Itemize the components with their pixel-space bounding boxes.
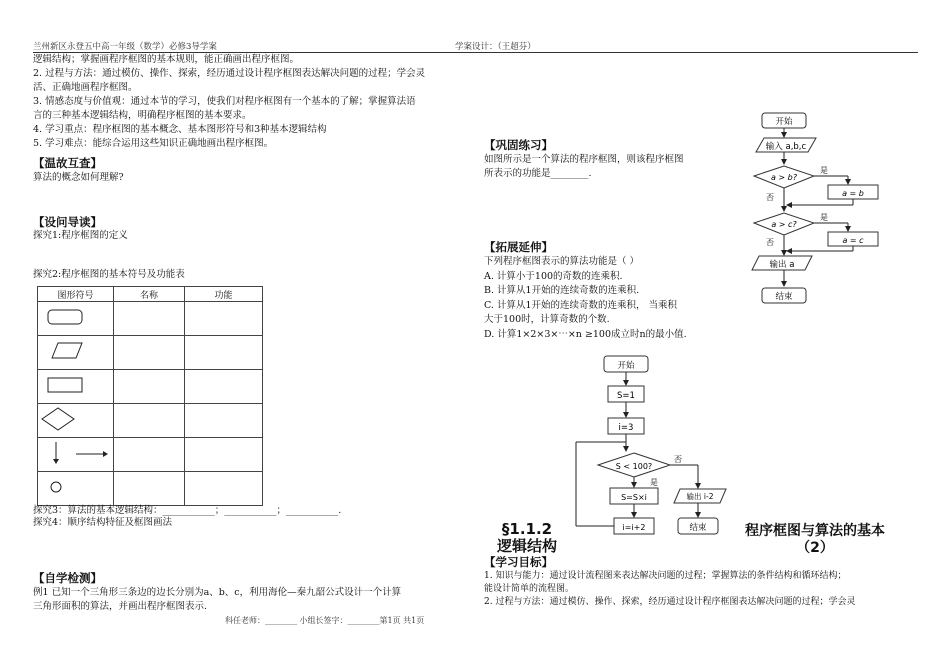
table-row — [38, 472, 263, 506]
flow2-yes: 是 — [650, 478, 658, 487]
section-number: §1.1.2 — [501, 520, 553, 538]
extend-heading: 【拓展延伸】 — [484, 240, 553, 254]
goal-line: 2. 过程与方法：通过模仿、操作、探索，经历通过设计程序框图表达解决问题的过程；学会灵 — [33, 68, 426, 79]
goal-line: 3. 情感态度与价值观：通过本节的学习，使我们对程序框图有一个基本的了解；掌握算法语 — [33, 96, 416, 107]
goal-line: 5. 学习难点：能综合运用这些知识正确地画出程序框图。 — [33, 138, 274, 149]
goal-line: 逻辑结构；掌握画程序框图的基本规则，能正确画出程序框图。 — [33, 54, 300, 65]
flow1-input: 输入 a,b,c — [765, 142, 807, 152]
consolidate-heading: 【巩固练习】 — [484, 138, 553, 152]
flow1-assign2: a = c — [842, 236, 864, 245]
example-1-line-2: 三角形面积的算法，并画出程序框图表示. — [33, 601, 208, 612]
consolidate-line-1: 如图所示是一个算法的程序框图，则该程序框图 — [484, 154, 684, 165]
option-b: B. 计算从1开始的连续奇数的连乘积. — [484, 285, 640, 296]
flow1-no2: 否 — [766, 238, 774, 247]
parallelogram-symbol-icon — [38, 336, 113, 366]
flow2-cond: S < 100? — [615, 462, 653, 471]
option-c-line-2: 大于100时，计算奇数的个数. — [484, 314, 610, 325]
section-title-part: （2） — [796, 540, 834, 556]
flow1-yes2: 是 — [820, 213, 828, 222]
option-a: A. 计算小于100的奇数的连乘积. — [484, 271, 623, 282]
goal-line: 4. 学习重点：程序框图的基本概念、基本图形符号和3种基本逻辑结构 — [33, 124, 327, 135]
explore-4: 探究4：顺序结构特征及框图画法 — [33, 517, 173, 528]
section-title: 程序框图与算法的基本 — [745, 523, 885, 539]
explore-2: 探究2:程序框图的基本符号及功能表 — [33, 269, 185, 280]
option-d: D. 计算1×2×3×⋯×n ≥100成立时n的最小值. — [484, 329, 687, 340]
flow2-i3: i=3 — [618, 423, 634, 433]
header-right: 学案设计：（王超芬） — [455, 42, 536, 52]
flow-arrow-symbol-icon — [38, 438, 113, 468]
explore-1: 探究1:程序框图的定义 — [33, 230, 128, 241]
self-check-heading: 【自学检测】 — [33, 571, 102, 585]
review-question: 算法的概念如何理解? — [33, 172, 124, 183]
flow1-yes1: 是 — [820, 166, 828, 175]
section-subtitle: 逻辑结构 — [497, 537, 558, 555]
flowchart-odd-product — [568, 352, 738, 544]
review-heading: 【温故互查】 — [33, 156, 102, 170]
table-row — [38, 404, 263, 438]
explore-3: 探究3：算法的基本逻辑结构：___________；___________；___________. — [33, 505, 342, 516]
symbol-table — [37, 286, 263, 506]
goal-2: 2. 过程与方法：通过模仿、操作、探索，经历通过设计程序框图表达解决问题的过程；学会灵 — [484, 597, 856, 607]
flow2-mult: S=S×i — [621, 493, 647, 502]
flow1-no1: 否 — [766, 193, 774, 202]
flow1-cond2: a > c? — [771, 220, 797, 229]
flow1-cond1: a > b? — [770, 173, 798, 182]
table-row — [38, 302, 263, 336]
rectangle-symbol-icon — [38, 370, 113, 400]
table-header: 名称 — [114, 287, 185, 302]
goal-1-line-2: 能设计简单的流程图。 — [484, 584, 575, 594]
consolidate-line-2: 所表示的功能是________. — [484, 168, 592, 179]
table-row — [38, 336, 263, 370]
flow1-start: 开始 — [775, 117, 793, 127]
diamond-symbol-icon — [38, 404, 113, 434]
flow2-end: 结束 — [689, 523, 707, 533]
learning-goals-heading: 【学习目标】 — [484, 555, 553, 569]
terminal-symbol-icon — [38, 302, 113, 332]
flow1-output: 输出 a — [769, 260, 795, 270]
option-c-line-1: C. 计算从1开始的连续奇数的连乘积， 当乘积 — [484, 300, 678, 311]
extend-question: 下列程序框图表示的算法功能是（ ） — [484, 256, 640, 267]
table-row — [38, 370, 263, 404]
flowchart-max-value — [740, 108, 920, 313]
flow2-no: 否 — [674, 455, 682, 464]
goal-line: 言的三种基本逻辑结构，明确程序框图的基本要求。 — [33, 110, 252, 121]
section-number-block — [497, 521, 557, 555]
footer: 科任老师：________ 小组长签字：________第1页 共1页 — [225, 616, 425, 625]
table-row — [38, 438, 263, 472]
flow2-start: 开始 — [617, 361, 635, 371]
flow2-s1: S=1 — [617, 391, 635, 401]
flow1-assign1: a = b — [842, 189, 864, 198]
guide-heading: 【设问导读】 — [33, 215, 102, 229]
table-header: 图形符号 — [38, 287, 114, 302]
learning-goals-continued — [33, 53, 425, 151]
goal-1-line-1: 1. 知识与能力：通过设计流程图来表达解决问题的过程；掌握算法的条件结构和循环结构； — [484, 571, 847, 581]
header-left: 兰州新区永登五中高一年级（数学）必修3导学案 — [33, 42, 217, 52]
section-title-block — [745, 523, 885, 557]
goal-line: 活、正确地画程序框图。 — [33, 82, 138, 93]
flow1-end: 结束 — [775, 292, 793, 302]
flow2-inc: i=i+2 — [622, 523, 646, 532]
flow2-output: 输出 i-2 — [686, 492, 714, 501]
connector-circle-symbol-icon — [38, 472, 113, 502]
example-1-line-1: 例1 已知一个三角形三条边的边长分别为a、b、c，利用海伦—秦九韶公式设计一个计算 — [33, 587, 402, 598]
table-header: 功能 — [185, 287, 263, 302]
